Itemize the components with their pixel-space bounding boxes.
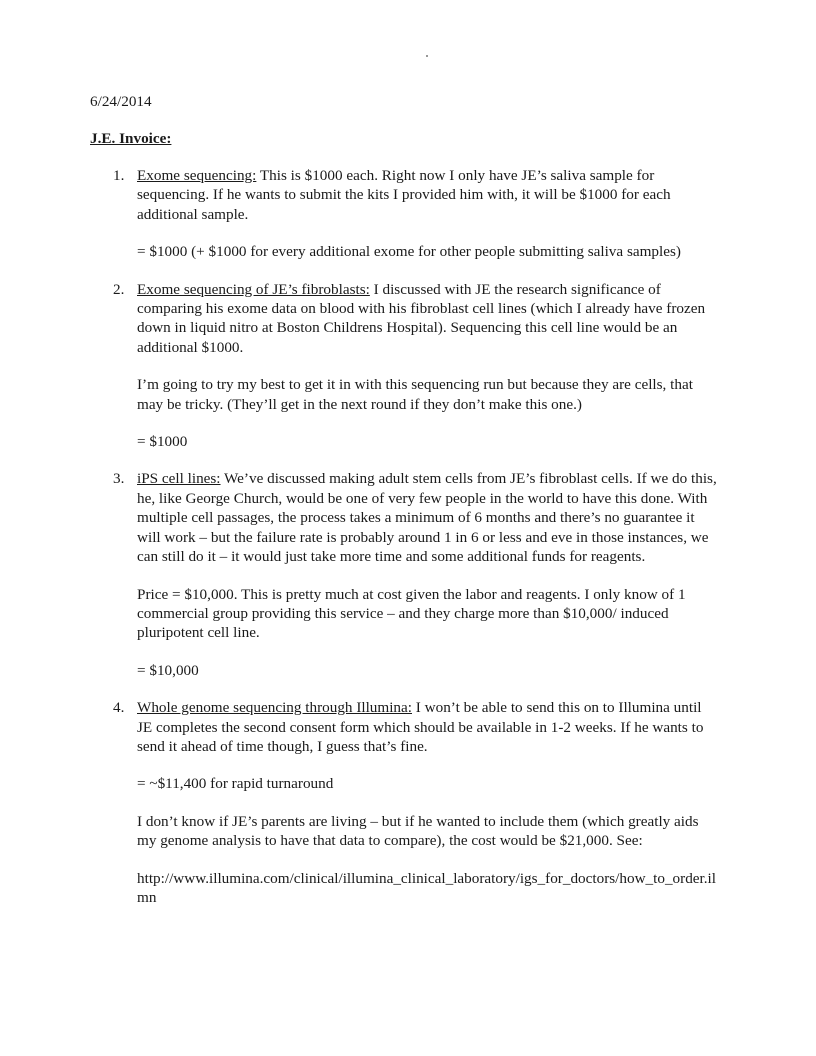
- item-price: = $1000 (+ $1000 for every additional exome for other people submitting saliva samples): [137, 243, 681, 261]
- invoice-heading: J.E. Invoice:: [90, 130, 172, 147]
- item-title: iPS cell lines:: [137, 470, 221, 488]
- item-number: 1.: [113, 167, 125, 184]
- invoice-item-list: [0, 166, 816, 925]
- item-body: I won’t be able to send this on to Illumina until JE completes the second consent form which should be available in 1-2 weeks. If he wants to send it ahead of time though, I guess that’s fine.: [137, 699, 704, 755]
- item-body: This is $1000 each. Right now I only have JE’s saliva sample for sequencing. If he wants to submit the kits I provided him with, it will be $1000 for each additional sample.: [137, 167, 671, 223]
- illumina-url: http://www.illumina.com/clinical/illumina_clinical_laboratory/igs_for_doctors/how_to_order.ilmn: [137, 869, 716, 906]
- invoice-item-4: [0, 698, 816, 907]
- item-price: = ~$11,400 for rapid turnaround: [137, 775, 334, 793]
- scan-speck: [426, 55, 428, 57]
- item-description: [137, 469, 720, 566]
- item-note: I don’t know if JE’s parents are living – but if he wanted to include them (which greatly aids my genome analysis to have that data to compare), the cost would be $21,000. See:: [137, 812, 699, 850]
- item-note: I’m going to try my best to get it in with this sequencing run but because they are cells, that may be tricky. (They’ll get in the next round if they don’t make this one.): [137, 376, 693, 413]
- item-body: We’ve discussed making adult stem cells from JE’s fibroblast cells. If we do this, he, like George Church, would be one of very few people in the world to have this done. With multiple cell passages, the process takes a minimum of 6 months and there’s no guarantee it will work – but the failure rate is probably around 1 in 6 or less and eve in those instances, we can still do it – it would just take more time and some additional funds for reagents.: [137, 470, 717, 566]
- item-title: Exome sequencing:: [137, 167, 257, 184]
- item-note: Price = $10,000. This is pretty much at cost given the labor and reagents. I only know of 1 commercial group providing this service – and they charge more than $10,000/ induced pluripotent cell line.: [137, 585, 686, 642]
- item-title: Whole genome sequencing through Illumina:: [137, 699, 412, 717]
- item-number: 2.: [113, 280, 125, 298]
- item-description: [137, 698, 720, 756]
- invoice-item-3: [0, 469, 816, 680]
- item-number: 4.: [113, 699, 125, 717]
- item-description: [137, 280, 720, 358]
- item-price: = $1000: [137, 433, 188, 451]
- invoice-item-1: [0, 166, 816, 262]
- item-description: [137, 166, 720, 224]
- document-date: 6/24/2014: [90, 93, 152, 110]
- item-price: = $10,000: [137, 661, 199, 679]
- item-title: Exome sequencing of JE’s fibroblasts:: [137, 280, 370, 298]
- invoice-item-2: [0, 280, 816, 452]
- item-number: 3.: [113, 470, 125, 488]
- item-body: I discussed with JE the research significance of comparing his exome data on blood with his fibroblast cell lines (which I already have frozen down in liquid nitro at Boston Childrens Hospital). Sequencing this cell line would be an additional $1000.: [137, 280, 706, 356]
